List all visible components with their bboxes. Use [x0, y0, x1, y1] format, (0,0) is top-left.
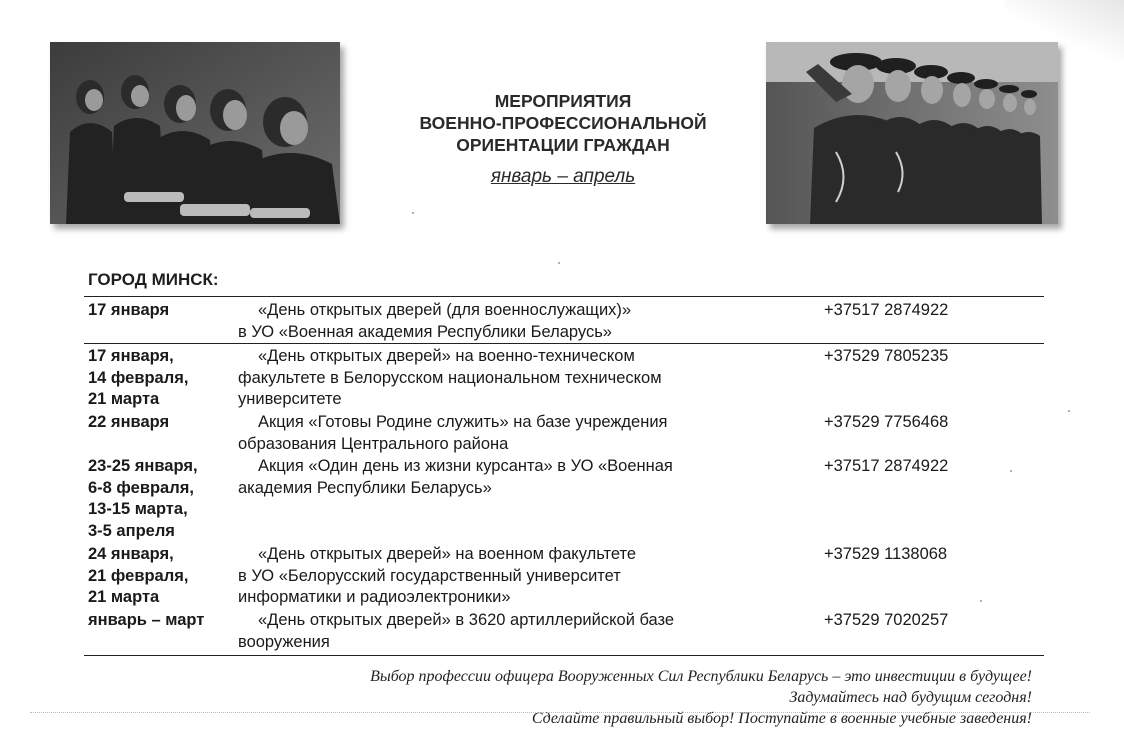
table-top-rule [84, 296, 1044, 297]
scan-speck [1010, 470, 1012, 472]
event-dates [88, 456, 238, 542]
event-desc-line: академия Республики Беларусь» [238, 478, 492, 497]
title-line-3: ОРИЕНТАЦИИ ГРАЖДАН [456, 135, 670, 155]
event-desc-line: образования Центрального района [238, 434, 509, 453]
event-date-line: 6-8 февраля, [88, 478, 194, 497]
event-date-line: 21 февраля, [88, 566, 189, 585]
table-bottom-rule [84, 655, 1044, 656]
event-desc-line: в УО «Военная академия Республики Беларусь» [238, 322, 612, 341]
event-date-line: 13-15 марта, [88, 500, 188, 518]
event-date-line: 3-5 апреля [88, 521, 175, 540]
event-desc-line: вооружения [238, 632, 330, 651]
event-desc-line: «День открытых дверей» на военно-техническом [258, 347, 635, 365]
event-dates [88, 412, 238, 434]
scan-speck [558, 262, 560, 264]
footer-slogan-2: Задумайтесь над будущим сегодня! [789, 689, 1032, 706]
event-description [238, 412, 798, 455]
title-line-1: МЕРОПРИЯТИЯ [494, 91, 632, 111]
event-desc-line: факультете в Белорусском национальном техническом [238, 368, 662, 387]
footer-slogan-3: Сделайте правильный выбор! Поступайте в военные учебные заведения! [531, 710, 1032, 727]
event-separator-rule [84, 343, 1044, 344]
event-phone: +37517 2874922 [824, 457, 949, 475]
event-date-line: 23-25 января, [88, 457, 198, 475]
event-date-line: 21 марта [88, 588, 160, 606]
event-dates [88, 346, 238, 411]
scan-dotted-line [30, 712, 1090, 713]
event-desc-line: «День открытых дверей» на военном факультете [258, 545, 637, 563]
event-phone: +37529 7020257 [824, 611, 949, 629]
event-dates [88, 300, 238, 322]
event-date-line: 24 января, [88, 545, 174, 563]
event-desc-line: информатики и радиоэлектроники» [238, 588, 511, 606]
officers-saluting-photo [766, 42, 1058, 224]
scan-speck [412, 212, 414, 214]
event-date-line: 14 февраля, [88, 368, 189, 387]
cadets-seated-photo [50, 42, 340, 224]
document-header [380, 90, 746, 188]
title-line-2: ВОЕННО-ПРОФЕССИОНАЛЬНОЙ [419, 113, 707, 133]
event-desc-line: Акция «Готовы Родине служить» на базе учреждения [258, 413, 668, 431]
event-date-line: 22 января [88, 413, 170, 431]
event-desc-line: Акция «Один день из жизни курсанта» в УО «Военная [258, 457, 673, 475]
event-phone: +37529 1138068 [824, 545, 948, 563]
event-dates [88, 610, 238, 632]
scan-speck [1068, 410, 1070, 412]
event-description [238, 544, 798, 609]
scan-speck [980, 600, 982, 602]
period-subtitle: январь – апрель [490, 166, 636, 187]
event-desc-line: «День открытых дверей (для военнослужащих)» [258, 301, 632, 319]
event-description [238, 610, 798, 653]
event-description [238, 346, 798, 411]
footer-slogan-1: Выбор профессии офицера Вооруженных Сил Республики Беларусь – это инвестиции в будущее! [370, 668, 1032, 685]
event-desc-line: в УО «Белорусский государственный университет [238, 566, 621, 585]
event-description [238, 456, 798, 499]
event-description [238, 300, 798, 343]
event-phone: +37529 7805235 [824, 347, 949, 365]
event-date-line: 17 января, [88, 347, 174, 365]
event-phone: +37529 7756468 [824, 413, 949, 431]
city-heading: ГОРОД МИНСК: [88, 270, 219, 289]
event-date-line: январь – март [88, 611, 205, 629]
event-date-line: 17 января [88, 301, 170, 319]
event-desc-line: университете [238, 390, 342, 408]
event-desc-line: «День открытых дверей» в 3620 артиллерийской базе [258, 611, 675, 629]
event-dates [88, 544, 238, 609]
event-phone: +37517 2874922 [824, 301, 949, 319]
event-date-line: 21 марта [88, 390, 160, 408]
